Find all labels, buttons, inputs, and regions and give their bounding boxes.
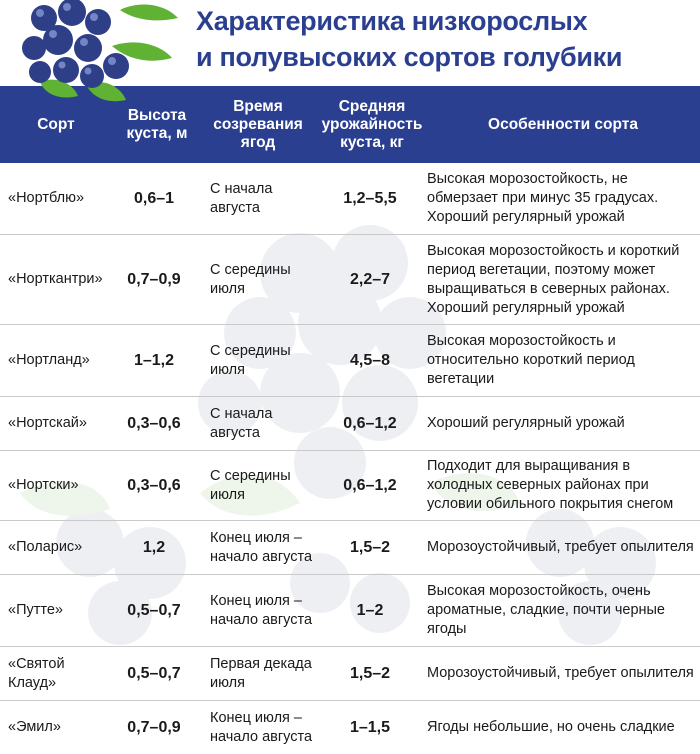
- cell-features: Высокая морозостойкость и короткий период вегетации, поэтому может выращиваться в северных районах. Хороший регулярный урожай: [427, 242, 680, 316]
- table-row: [0, 451, 700, 521]
- column-header-features: Особенности сорта: [488, 115, 638, 133]
- cell-features: Хороший регулярный урожай: [427, 415, 625, 431]
- table-row: [0, 521, 700, 575]
- column-header-yield: Средняя урожайность куста, кг: [321, 97, 423, 151]
- cell-height: 0,5–0,7: [127, 665, 181, 682]
- page-header: [0, 0, 700, 86]
- cell-features: Подходит для выращивания в холодных северных районах при условии обильного покрытия снегом: [427, 458, 674, 512]
- table-row: [0, 325, 700, 397]
- cell-features: Морозоустойчивый, требует опылителя: [427, 665, 694, 681]
- cell-features: Высокая морозостойкость, очень ароматные, сладкие, почти черные ягоды: [427, 583, 665, 637]
- cell-ripening-time: С начала августа: [210, 180, 273, 216]
- cell-variety: «Святой Клауд»: [8, 655, 65, 691]
- cell-ripening-time: Конец июля – начало августа: [210, 592, 313, 628]
- cell-ripening-time: Первая декада июля: [210, 655, 312, 691]
- cell-height: 0,3–0,6: [127, 415, 181, 432]
- title-line-2: и полувысоких сортов голубики: [196, 42, 623, 72]
- cell-variety: «Нортблю»: [8, 190, 85, 206]
- cell-features: Ягоды небольшие, но очень сладкие: [427, 719, 675, 735]
- blueberry-illustration: [0, 0, 190, 110]
- cell-height: 0,6–1: [133, 190, 175, 207]
- cell-height: 0,7–0,9: [127, 719, 181, 736]
- cell-variety: «Норткантри»: [8, 271, 103, 287]
- cell-features: Высокая морозостойкость и относительно короткий период вегетации: [427, 333, 635, 387]
- cell-height: 1,2: [142, 539, 166, 556]
- cell-features: Морозоустойчивый, требует опылителя: [427, 539, 694, 555]
- column-header-height: Высота куста, м: [126, 106, 188, 142]
- column-header-time: Время созревания ягод: [213, 97, 303, 151]
- cell-variety: «Нортланд»: [8, 352, 90, 368]
- cell-yield: 1–2: [356, 602, 384, 619]
- cell-features: Высокая морозостойкость, не обмерзает при минус 35 градусах. Хороший регулярный урожай: [427, 171, 659, 225]
- cell-variety: «Поларис»: [8, 539, 83, 555]
- table-row: [0, 701, 700, 754]
- table-body: [0, 163, 700, 754]
- cell-variety: «Нортскай»: [8, 415, 87, 431]
- cell-ripening-time: С середины июля: [210, 342, 291, 378]
- cell-variety: «Эмил»: [8, 719, 61, 735]
- cell-yield: 1,2–5,5: [343, 190, 397, 207]
- cell-height: 0,3–0,6: [127, 477, 181, 494]
- cell-yield: 1–1,5: [349, 719, 391, 736]
- cell-yield: 1,5–2: [349, 665, 391, 682]
- cell-ripening-time: Конец июля – начало августа: [210, 709, 313, 745]
- table-row: [0, 397, 700, 451]
- cell-ripening-time: С середины июля: [210, 467, 291, 503]
- cell-height: 0,7–0,9: [127, 271, 181, 288]
- title-line-1: Характеристика низкорослых: [196, 6, 588, 36]
- cell-yield: 2,2–7: [349, 271, 391, 288]
- table-row: [0, 575, 700, 647]
- cell-height: 1–1,2: [133, 352, 175, 369]
- cell-variety: «Путте»: [8, 602, 63, 618]
- cell-yield: 0,6–1,2: [343, 415, 397, 432]
- cell-yield: 1,5–2: [349, 539, 391, 556]
- cell-ripening-time: Конец июля – начало августа: [210, 529, 313, 565]
- cell-yield: 0,6–1,2: [343, 477, 397, 494]
- cell-height: 0,5–0,7: [127, 602, 181, 619]
- table-row: [0, 163, 700, 235]
- cell-ripening-time: С начала августа: [210, 405, 273, 441]
- cell-variety: «Нортски»: [8, 477, 79, 493]
- column-header-name: Сорт: [37, 115, 75, 133]
- table-row: [0, 235, 700, 325]
- cell-yield: 4,5–8: [349, 352, 391, 369]
- table-row: [0, 647, 700, 701]
- page-title: [196, 3, 696, 75]
- cell-ripening-time: С середины июля: [210, 261, 291, 297]
